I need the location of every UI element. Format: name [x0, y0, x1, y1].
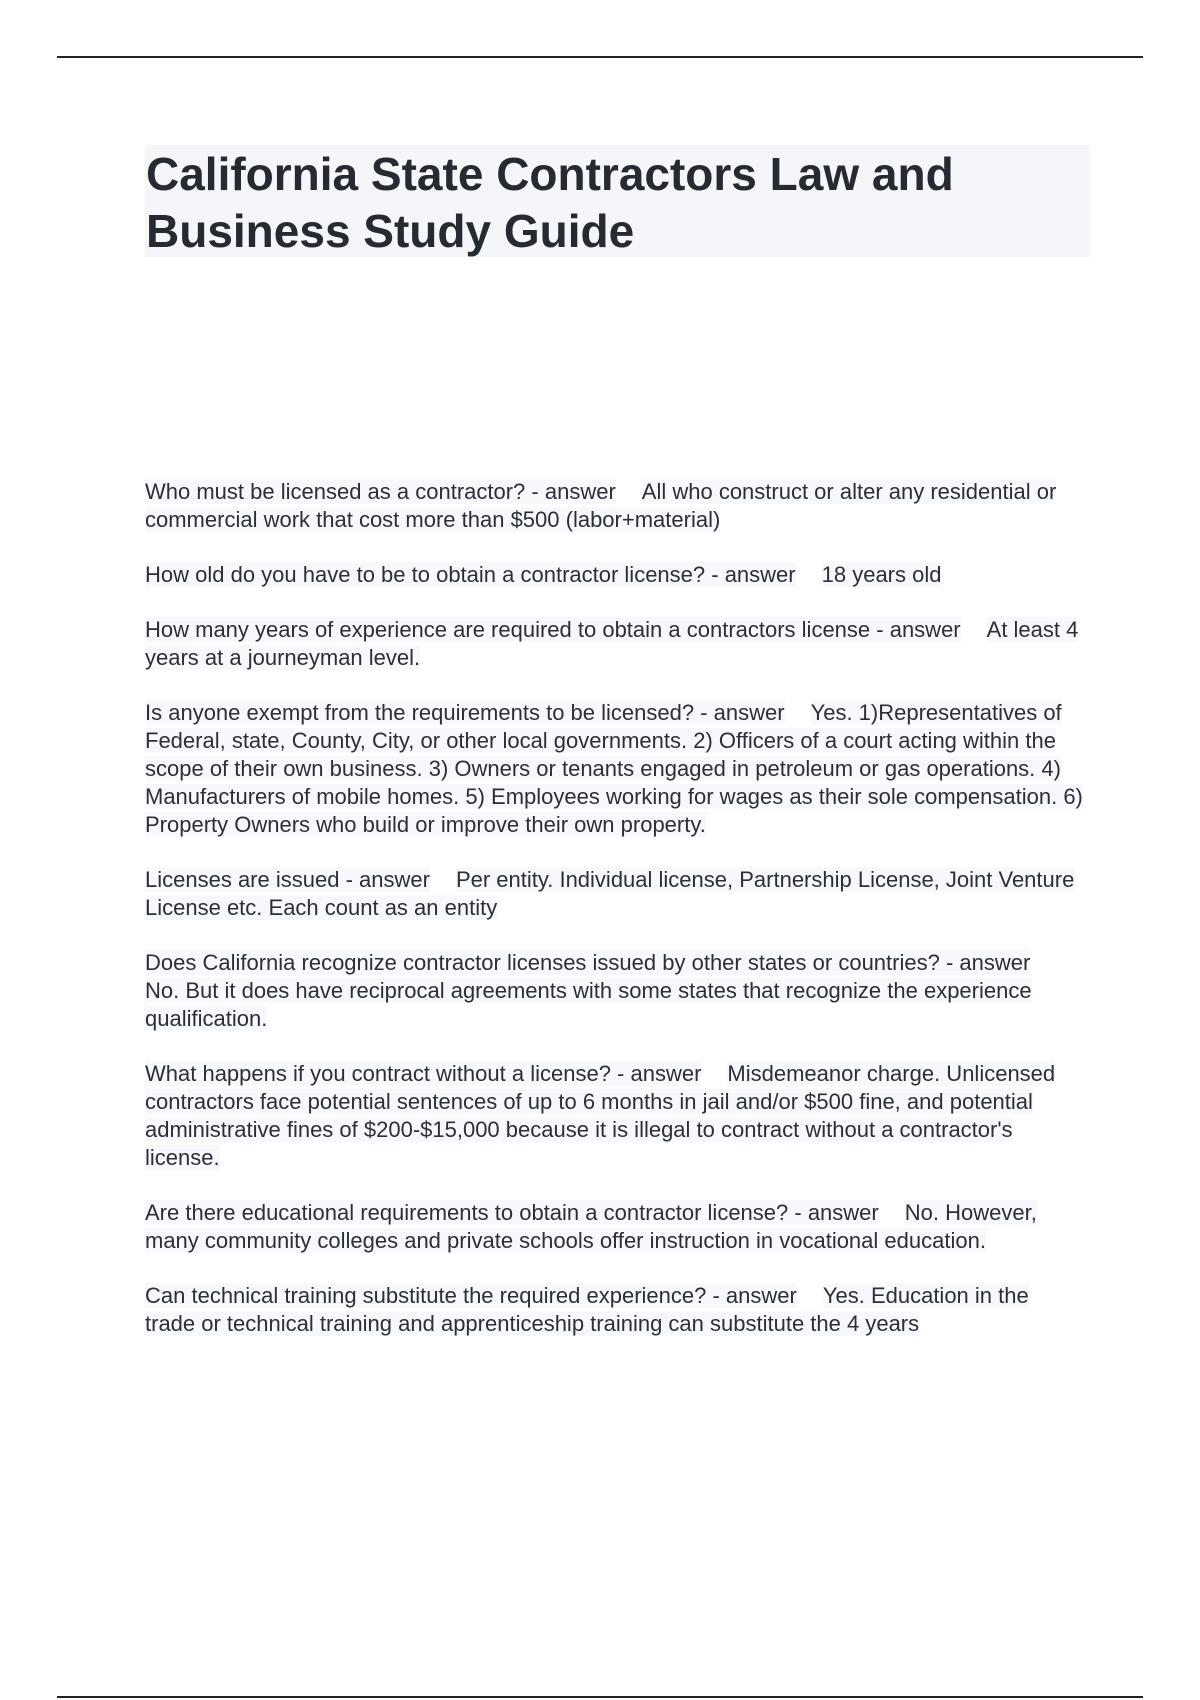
answer-marker: - answer: [788, 1200, 879, 1225]
answer-marker: - answer: [939, 950, 1031, 975]
answer-marker: - answer: [610, 1061, 702, 1086]
answer-marker: - answer: [339, 867, 430, 892]
qa-item: [145, 1060, 1085, 1172]
answer-marker: - answer: [694, 700, 785, 725]
answer-text: Per entity. Individual license, Partnership License, Joint Venture License etc. Each count as an entity: [145, 867, 1075, 920]
answer-marker: - answer: [525, 479, 616, 504]
answer-text: Yes. Education in the trade or technical training and apprenticeship training can substitute the 4 years: [145, 1283, 1029, 1336]
answer-text: No. However, many community colleges and private schools offer instruction in vocational education.: [145, 1200, 1037, 1253]
answer-marker: - answer: [870, 617, 961, 642]
answer-text: All who construct or alter any residential or commercial work that cost more than $500 (labor+material): [145, 479, 1057, 532]
qa-item: [145, 616, 1085, 672]
qa-item: [145, 949, 1085, 1033]
qa-item: [145, 1199, 1085, 1255]
top-rule: [57, 56, 1143, 58]
question-text: Does California recognize contractor licenses issued by other states or countries?: [145, 950, 940, 975]
question-text: Are there educational requirements to obtain a contractor license?: [145, 1200, 789, 1225]
answer-marker: - answer: [705, 562, 796, 587]
qa-list: [145, 478, 1085, 1365]
bottom-rule: [57, 1696, 1143, 1698]
answer-text: Misdemeanor charge. Unlicensed contractors face potential sentences of up to 6 months in jail and/or $500 fine, and potential administrative fines of $200-$15,000 because it is illegal to contract without a contractor's license.: [145, 1061, 1056, 1170]
qa-item: [145, 561, 1085, 589]
question-text: Licenses are issued: [145, 867, 340, 892]
question-text: Is anyone exempt from the requirements to be licensed?: [145, 700, 695, 725]
qa-item: [145, 1282, 1085, 1338]
question-text: How old do you have to be to obtain a contractor license?: [145, 562, 706, 587]
qa-item: [145, 866, 1085, 922]
page-title: California State Contractors Law and Business Study Guide: [146, 148, 954, 257]
question-text: Who must be licensed as a contractor?: [145, 479, 526, 504]
answer-text: At least 4 years at a journeyman level.: [145, 617, 1079, 670]
question-text: What happens if you contract without a license?: [145, 1061, 611, 1086]
answer-text: No. But it does have reciprocal agreements with some states that recognize the experience qualification.: [145, 978, 1032, 1031]
question-text: Can technical training substitute the required experience?: [145, 1283, 707, 1308]
question-text: How many years of experience are required to obtain a contractors license: [145, 617, 871, 642]
qa-item: [145, 699, 1085, 839]
answer-marker: - answer: [706, 1283, 797, 1308]
answer-text: 18 years old: [821, 562, 942, 587]
qa-item: [145, 478, 1085, 534]
answer-text: Yes. 1)Representatives of Federal, state, County, City, or other local governments. 2) Officers of a court acting within the scope of their own business. 3) Owners or tenants engaged in petroleum or gas operations. 4) Manufacturers of mobile homes. 5) Employees working for wages as their sole compensation. 6) Property Owners who build or improve their own property.: [145, 700, 1083, 837]
